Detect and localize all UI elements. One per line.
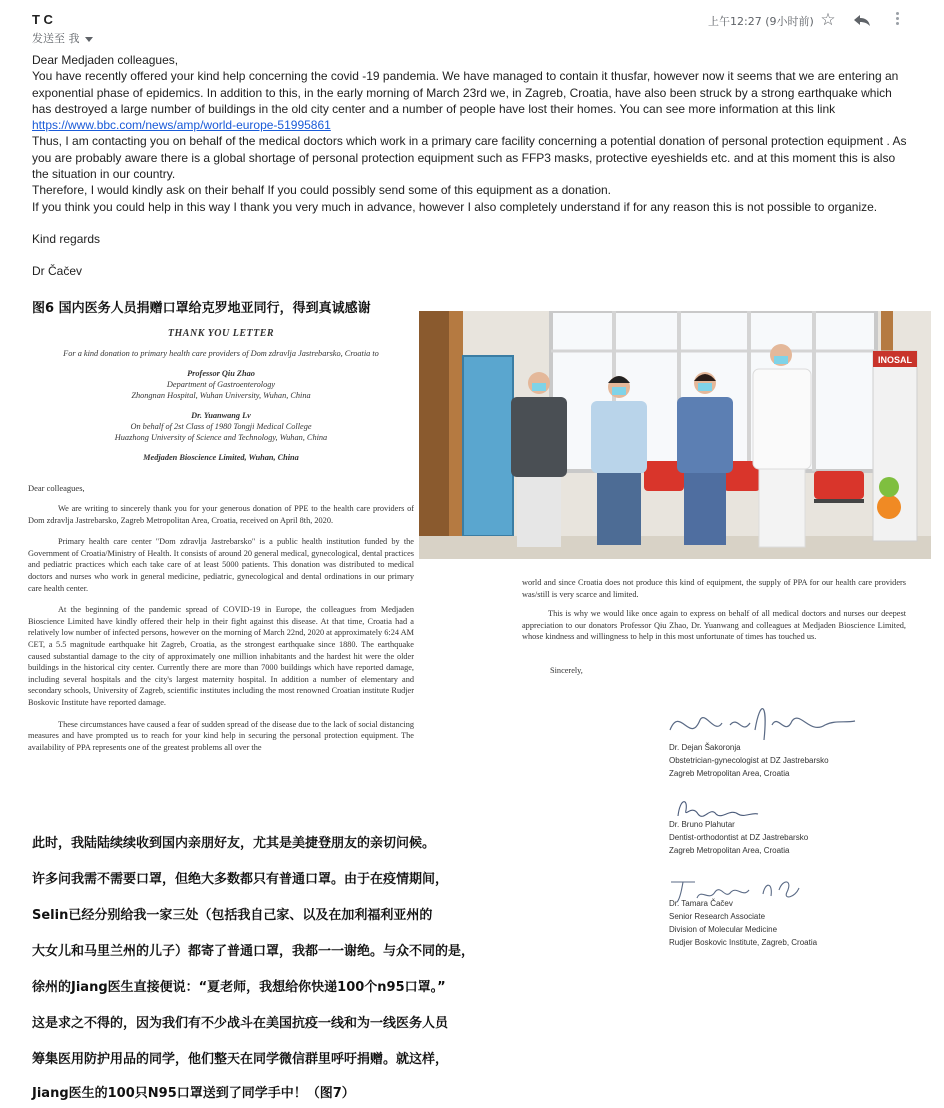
thank-you-letter-page-2 xyxy=(522,577,906,677)
letter-paragraph: world and since Croatia does not produce this kind of equipment, the supply of PPA for our health care providers was/still is very scarce and limited. xyxy=(522,578,906,599)
signer-block: Dr. Tamara Čačev Senior Research Associate Division of Molecular Medicine Rudjer Boskovic Institute, Zagreb, Croatia xyxy=(669,899,818,947)
letter-paragraph: At the beginning of the pandemic spread of COVID-19 in Europe, the colleagues from Medjaden Bioscience Limited have kindly offered their help in their fight against this disease. At that time, Croatia had a relatively low number of infected persons, however on the morning of March 22nd, 2020 at approximately 6:24 AM CET, a 5.5 magnitude earthquake hit Zagreb, Croatia, as the strongest earthquake since 1880. The earthquake caused substantial damage to the city of approximately one million inhabitants and the hardest hit were the older buildings in the historical city center. Currently there are more than 7000 buildings which have reported damage, including several hospitals and the city's largest maternity hospital. In addition a number of elementary and secondary schools, University of Zagreb, scientific institutes including the most renowned Croatian institute Rudjer Boskovic Institute have reported damage. xyxy=(28,605,414,707)
chinese-text-line: 大女儿和马里兰州的儿子）都寄了普通口罩，我都一一谢绝。与众不同的是， xyxy=(32,944,475,959)
person-4 xyxy=(753,344,811,547)
email-paragraph: You have recently offered your kind help concerning the covid -19 pandemia. We have managed to contain it thusfar, however now it seems that we are entering an exponential phase of epidemics. In addition to this, in the early morning of March 23rd we, in Zagreb, Croatia, have also been struck by a strong earthquake which has destroyed a large number of buildings in the old city center and a number of people have lost their homes. You can see more information at this link xyxy=(32,69,899,116)
recipient-dropdown[interactable] xyxy=(32,30,93,46)
letter-title: THANK YOU LETTER xyxy=(167,328,275,339)
email-closing: Kind regards xyxy=(32,231,101,246)
bbc-news-link[interactable]: https://www.bbc.com/news/amp/world-europe-51995861 xyxy=(32,118,331,133)
thank-you-letter-page-1 xyxy=(28,322,414,818)
letter-closing: Sincerely, xyxy=(550,665,583,675)
email-paragraph: If you think you could help in this way I thank you very much in advance, however I also completely understand if for any reason this is not possible to organize. xyxy=(32,199,878,214)
chevron-down-icon xyxy=(85,37,93,42)
email-timestamp: 上午12:27 (9小时前) xyxy=(708,15,814,28)
more-options-icon[interactable] xyxy=(891,10,903,30)
chinese-text-line: 此时，我陆陆续续收到国内亲朋好友，尤其是美捷登朋友的亲切问候。 xyxy=(32,836,436,851)
person-1 xyxy=(511,372,567,547)
email-paragraph: Thus, I am contacting you on behalf of the medical doctors which work in a primary care facility concerning a potential donation of personal protection equipment . As you are probably aware there is a global shortage of personal protection equipment such as FFP3 masks, protective eyeshields etc. and at this moment this is also the situation in our country. xyxy=(32,134,907,182)
recipient-block: Medjaden Bioscience Limited, Wuhan, China xyxy=(143,453,299,462)
letter-paragraph: These circumstances have caused a fear of sudden spread of the disease due to the lack of social distancing measures and have prompted us to reach for your kind help in securing the personal protection equipment. The availability of PPA represents one of the greatest problems all over the xyxy=(28,719,414,752)
banner-text: INOSAL xyxy=(877,355,913,365)
chinese-text-line: 筹集医用防护用品的同学，他们整天在同学微信群里呼吁捐赠。就这样， xyxy=(32,1052,449,1067)
chinese-text-line: 徐州的Jiang医生直接便说：“夏老师，我想给你快递100个n95口罩。” xyxy=(32,980,446,995)
letter-paragraph: This is why we would like once again to express on behalf of all medical doctors and nurses our deepest appreciation to our donators Professor Qiu Zhao, Dr. Yuanwang and colleagues at Medjaden Bioscience Limited, whose kindness and willingness to help in this most unfortunate of times has touched us. xyxy=(522,609,906,642)
sender-name: T C xyxy=(32,12,53,27)
chinese-text-line: Selin已经分别给我一家三处（包括我自己家、以及在加利福利亚州的 xyxy=(32,908,433,923)
letter-greeting: Dear colleagues, xyxy=(28,483,85,493)
chinese-text-line: Jiang医生的100只N95口罩送到了同学手中！（图7） xyxy=(32,1086,355,1101)
letter-paragraph: We are writing to sincerely thank you for your generous donation of PPE to the health care providers of Dom zdravlja Jastrebarsko, Zagreb Metropolitan Area, Croatia, received on April 8th, 2020. xyxy=(28,504,414,525)
medical-staff-photo xyxy=(419,311,931,559)
email-paragraph: Therefore, I would kindly ask on their behalf If you could possibly send some of this equipment as a donation. xyxy=(32,183,611,198)
person-3 xyxy=(677,372,733,545)
email-greeting: Dear Medjaden colleagues, xyxy=(32,53,179,67)
letter-paragraph: Primary health care center "Dom zdravlja Jastrebarsko" is a public health institution funded by the Government of Croatia/Ministry of Health. It consists of around 20 general medical, gynecological, dental practices and pediatric practices which each take care of at least 5000 patients. This donation was distributed to medical doctors and nurses who work in general medicine, pediatric, gynecological and dental ordinations in our primary care health center. xyxy=(28,537,414,593)
signer-block: Dr. Bruno Plahutar Dentist-orthodontist at DZ Jastrebarsko Zagreb Metropolitan Area, Croatia xyxy=(669,820,809,855)
recipient-block: Professor Qiu Zhao Department of Gastroenterology Zhongnan Hospital, Wuhan University, Wuhan, China xyxy=(131,369,311,400)
figure-caption: 图6 国内医务人员捐赠口罩给克罗地亚同行，得到真诚感谢 xyxy=(32,301,371,316)
chinese-text-line: 这是求之不得的，因为我们有不少战斗在美国抗疫一线和为一线医务人员 xyxy=(32,1016,449,1031)
letter-subtitle: For a kind donation to primary health care providers of Dom zdravlja Jastrebarsko, Croatia to xyxy=(63,349,379,358)
person-2 xyxy=(591,376,647,545)
email-signature: Dr Čačev xyxy=(32,264,83,279)
send-to-label: 发送至 我 xyxy=(32,32,80,45)
signer-block: Dr. Dejan Šakoronja Obstetrician-gynecologist at DZ Jastrebarsko Zagreb Metropolitan Area, Croatia xyxy=(669,743,829,778)
recipient-block: Dr. Yuanwang Lv On behalf of 2st Class of 1980 Tongji Medical College Huazhong University of Science and Technology, Wuhan, China xyxy=(114,411,328,442)
reply-icon[interactable] xyxy=(852,10,872,30)
star-icon[interactable]: ☆ xyxy=(820,10,836,30)
chinese-text-line: 许多问我需不需要口罩，但绝大多数都只有普通口罩。由于在疫情期间， xyxy=(32,872,449,887)
email-body xyxy=(32,52,912,280)
